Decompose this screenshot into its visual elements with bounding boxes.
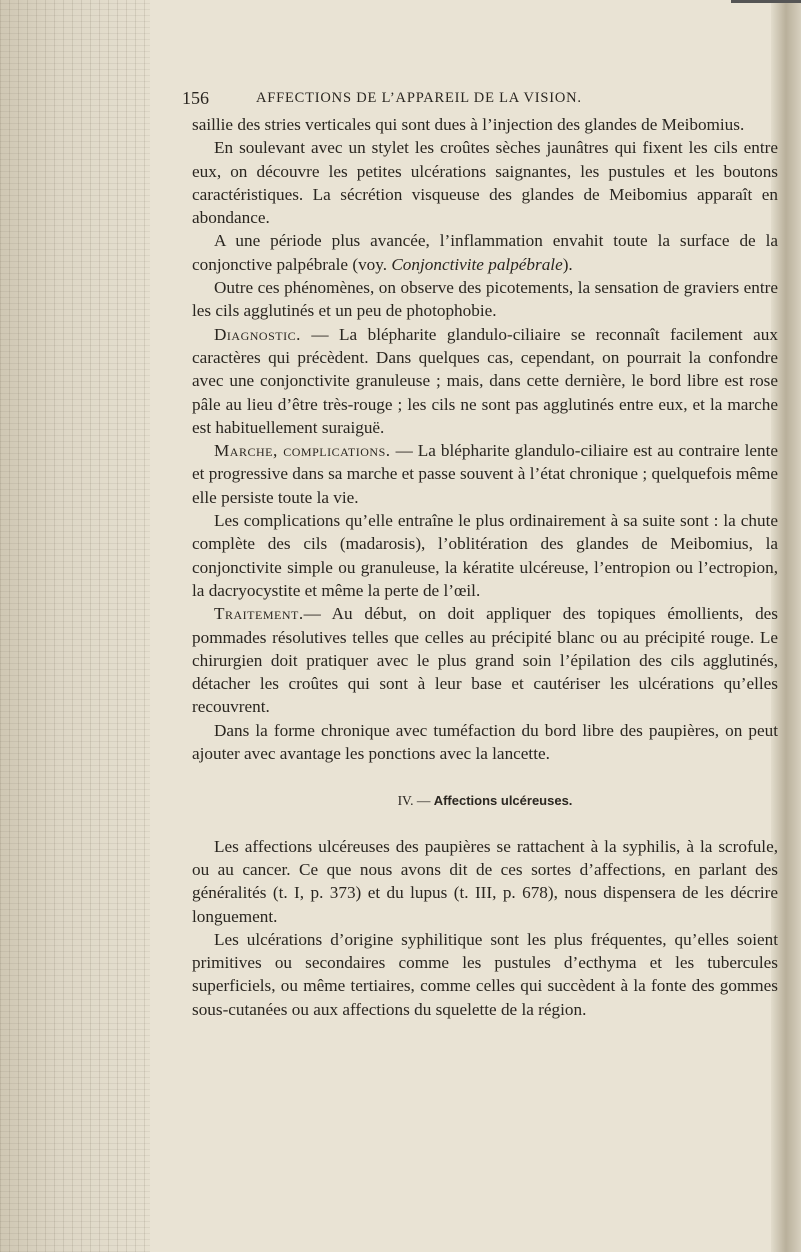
cross-reference: Conjonctivite palpébrale [391, 254, 563, 274]
page-header [182, 88, 778, 112]
paragraph-text: ). [562, 254, 573, 274]
section-number: IV. — [397, 793, 431, 809]
paragraph: Les affections ulcéreuses des paupières se rattachent à la syphilis, à la scrofule, ou au cancer. Ce que nous avons dit de ces sortes d’affections, en parlant des généralités (t. I, p. 373) et du lupus (t. III, p. 678), nous dispensera de les décrire longuement. [192, 836, 778, 926]
paragraph [192, 323, 778, 439]
paragraph: Outre ces phénomènes, on observe des picotements, la sensation de graviers entre les cils agglutinés et un peu de photophobie. [192, 278, 778, 321]
paragraph [192, 439, 778, 509]
paragraph: Les complications qu’elle entraîne le plus ordinairement à sa suite sont : la chute complète des cils (madarosis), l’oblitération des glandes de Meibomius, la conjonctivite simple ou granuleuse, la kératite ulcéreuse, l’entropion ou l’ectropion, la dacryocystite et même la perte de l’œil. [192, 511, 778, 600]
paragraph: En soulevant avec un stylet les croûtes sèches jaunâtres qui fixent les cils entre eux, on découvre les petites ulcérations saignantes, les pustules et les boutons caractéristiques. La sécrétion visqueuse des glandes de Meibomius apparaît en abondance. [192, 138, 778, 228]
paragraph [192, 602, 778, 718]
paragraph: saillie des stries verticales qui sont dues à l’injection des glandes de Meibomius. [192, 115, 745, 134]
paragraph-heading: Diagnostic. [214, 324, 301, 344]
paragraph-text: — La blépharite glandulo-ciliaire est au contraire lente et progressive dans sa marche et passe souvent à l’état chronique ; quelquefois même elle persiste toute la vie. [192, 441, 778, 507]
section-title: Affections ulcéreuses. [433, 793, 573, 809]
page-gutter-shadow [0, 0, 150, 1252]
paragraph-heading: Traitement. [214, 604, 304, 624]
page-number: 156 [182, 88, 209, 108]
body-text [192, 113, 778, 1021]
top-edge-line [731, 0, 801, 3]
paragraph: Dans la forme chronique avec tuméfaction du bord libre des paupières, on peut ajouter avec avantage les ponctions avec la lancette. [192, 720, 778, 764]
running-head: AFFECTIONS DE L’APPAREIL DE LA VISION. [256, 90, 582, 106]
paragraph-text: — Au début, on doit appliquer des topiques émollients, des pommades résolutives telles que celles au précipité blanc ou au précipité rouge. Le chirurgien doit pratiquer avec le plus grand soin l’épilation des cils agglutinés, détacher les croûtes qui sont à leur base et cautériser les ulcérations qu’elles recouvrent. [192, 604, 778, 717]
paragraph-heading: Marche, complications. [214, 441, 391, 461]
paragraph: Les ulcérations d’origine syphilitique sont les plus fréquentes, qu’elles soient primitives ou secondaires comme les pustules d’ecthyma et les tubercules superficiels, ou même tertiaires, comme celles qui succèdent à la fonte des gommes sous-cutanées ou aux affections du squelette de la région. [192, 929, 778, 1019]
paragraph-text: A une période plus avancée, l’inflammation envahit toute la surface de la conjonctive palpébrale (voy. [192, 231, 778, 274]
section-heading [192, 789, 778, 812]
paragraph-text: — La blépharite glandulo-ciliaire se reconnaît facilement aux caractères qui précèdent. Dans quelques cas, cependant, on pourrait la confondre avec une conjonctivite granuleuse ; mais, dans cette dernière, le bord libre est rose pâle au lieu d’être très-rouge ; les cils ne sont pas agglutinés entre eux, et la marche est habituellement suraiguë. [192, 324, 778, 437]
paragraph [192, 229, 778, 276]
